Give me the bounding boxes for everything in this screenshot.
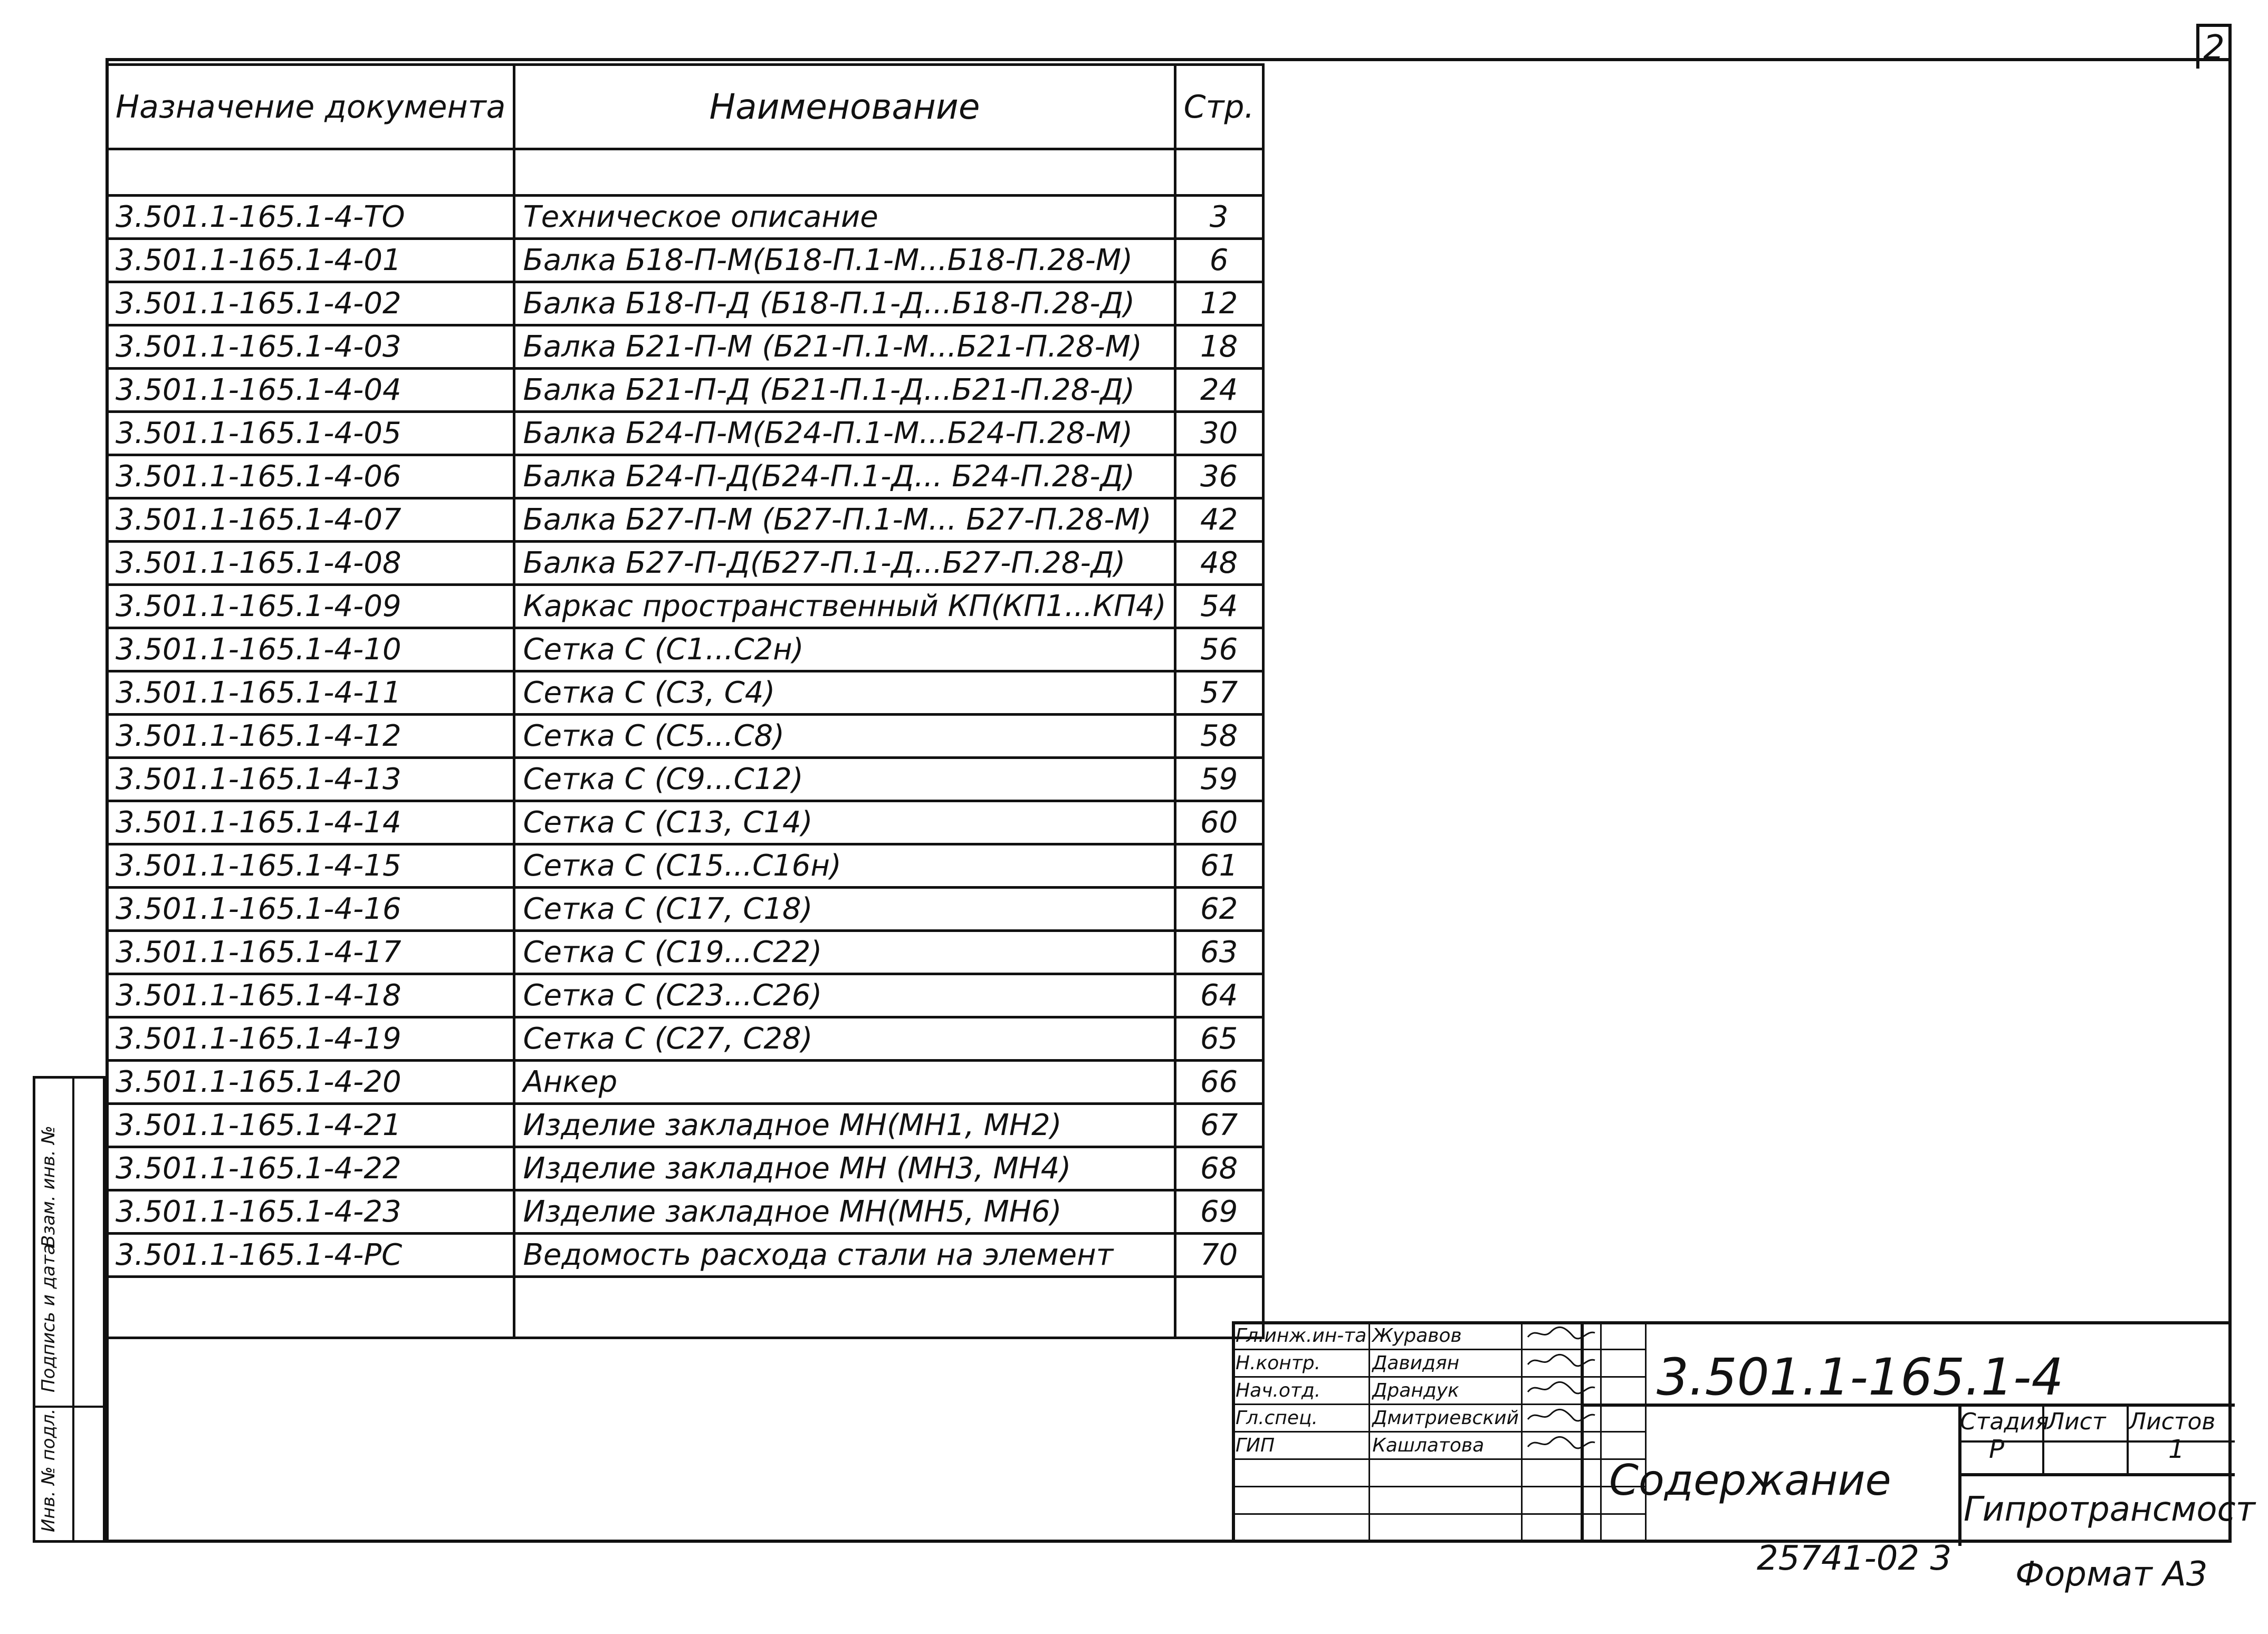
row-name: Изделие закладное МН(МН1, МН2) [514,1104,1175,1147]
signature-row [1233,1405,1646,1432]
header-page: Стр. [1175,65,1263,149]
table-row [107,628,1264,671]
contents-table [106,63,1265,1339]
sheet-header: Лист [2047,1408,2106,1435]
row-name: Балка Б24-П-М(Б24-П.1-М...Б24-П.28-М) [514,412,1175,455]
signature-row [1233,1322,1646,1350]
table-row [107,585,1264,628]
table-row [107,412,1264,455]
table-row [107,715,1264,758]
row-page: 42 [1175,498,1263,542]
row-page: 57 [1175,671,1263,715]
row-page: 58 [1175,715,1263,758]
signature [1521,1377,1601,1405]
row-page: 54 [1175,585,1263,628]
row-code: 3.501.1-165.1-4-06 [107,455,514,498]
organization: Гипротрансмост [1964,1490,2255,1529]
table-header-row [107,65,1264,149]
row-code: 3.501.1-165.1-4-14 [107,801,514,844]
row-name: Сетка С (С9...С12) [514,758,1175,801]
signature-scribble [1525,1407,1598,1425]
row-code: 3.501.1-165.1-4-23 [107,1190,514,1234]
signature-table [1232,1321,1647,1542]
row-code: 3.501.1-165.1-4-19 [107,1017,514,1061]
row-page: 70 [1175,1234,1263,1277]
signature-scribble [1525,1434,1598,1452]
row-code: 3.501.1-165.1-4-05 [107,412,514,455]
row-code: 3.501.1-165.1-4-22 [107,1147,514,1190]
row-page: 56 [1175,628,1263,671]
signature [1521,1350,1601,1377]
row-code: 3.501.1-165.1-4-08 [107,542,514,585]
label-podpis-data: Подпись и дата [38,1244,59,1392]
row-page: 18 [1175,325,1263,369]
empty-cell [1601,1514,1645,1542]
row-name: Сетка С (С15...С16н) [514,844,1175,888]
table-row [107,1234,1264,1277]
row-code: 3.501.1-165.1-4-01 [107,239,514,282]
empty-cell [1370,1459,1522,1487]
row-page: 24 [1175,369,1263,412]
row-code: 3.501.1-165.1-4-13 [107,758,514,801]
sheet-number: 2 [2196,24,2232,69]
row-name: Балка Б21-П-М (Б21-П.1-М...Б21-П.28-М) [514,325,1175,369]
row-page: 69 [1175,1190,1263,1234]
sheet-title: Содержание [1609,1456,1891,1505]
table-row [107,801,1264,844]
doc-code: 3.501.1-165.1-4 [1657,1348,2064,1407]
strip-divider [72,1079,74,1540]
row-page: 36 [1175,455,1263,498]
empty-cell [1601,1350,1645,1377]
signatory-surname: Драндук [1370,1377,1522,1405]
row-name: Балка Б27-П-Д(Б27-П.1-Д...Б27-П.28-Д) [514,542,1175,585]
blank-row [107,149,1264,196]
row-code: 3.501.1-165.1-4-ТО [107,196,514,239]
table-row [107,844,1264,888]
signature-row [1233,1377,1646,1405]
row-name: Балка Б18-П-Д (Б18-П.1-Д...Б18-П.28-Д) [514,282,1175,325]
row-code: 3.501.1-165.1-4-09 [107,585,514,628]
signature-row [1233,1487,1646,1514]
table-row [107,931,1264,974]
signature [1521,1322,1601,1350]
signature [1521,1405,1601,1432]
row-name: Сетка С (С27, С28) [514,1017,1175,1061]
table-row [107,1190,1264,1234]
row-page: 63 [1175,931,1263,974]
table-row [107,369,1264,412]
signatory-role: Нач.отд. [1233,1377,1370,1405]
table-row [107,542,1264,585]
table-row [107,239,1264,282]
row-code: 3.501.1-165.1-4-16 [107,888,514,931]
row-page: 3 [1175,196,1263,239]
signatory-surname: Кашлатова [1370,1432,1522,1459]
table-row [107,974,1264,1017]
header-designation: Назначение документа [107,65,514,149]
row-page: 30 [1175,412,1263,455]
row-name: Сетка С (С3, С4) [514,671,1175,715]
row-name: Сетка С (С13, С14) [514,801,1175,844]
signature-scribble [1525,1324,1598,1342]
empty-cell [1601,1432,1645,1459]
row-page: 64 [1175,974,1263,1017]
signature-scribble [1525,1352,1598,1370]
row-code: 3.501.1-165.1-4-02 [107,282,514,325]
row-name: Балка Б24-П-Д(Б24-П.1-Д... Б24-П.28-Д) [514,455,1175,498]
signatory-role: Гл.инж.ин-та [1233,1322,1370,1350]
signatory-surname: Давидян [1370,1350,1522,1377]
row-name: Ведомость расхода стали на элемент [514,1234,1175,1277]
empty-cell [1370,1487,1522,1514]
sheets-value: 1 [2168,1435,2185,1464]
signature-row [1233,1459,1646,1487]
archive-number: 25741-02 3 [1757,1539,1952,1578]
table-row [107,282,1264,325]
sheets-header: Листов [2129,1408,2216,1435]
row-code: 3.501.1-165.1-4-РС [107,1234,514,1277]
row-page: 6 [1175,239,1263,282]
row-page: 62 [1175,888,1263,931]
table-row [107,888,1264,931]
row-code: 3.501.1-165.1-4-17 [107,931,514,974]
table-row [107,455,1264,498]
row-name: Сетка С (С23...С26) [514,974,1175,1017]
row-code: 3.501.1-165.1-4-03 [107,325,514,369]
stage-value: Р [1989,1435,2004,1464]
table-row [107,671,1264,715]
header-name: Наименование [514,65,1175,149]
row-code: 3.501.1-165.1-4-10 [107,628,514,671]
signatory-surname: Дмитриевский [1370,1405,1522,1432]
empty-cell [1233,1459,1370,1487]
row-name: Техническое описание [514,196,1175,239]
label-vzam-inv: Взам. инв. № [38,1126,59,1247]
row-page: 59 [1175,758,1263,801]
signature [1521,1432,1601,1459]
signature-row [1233,1350,1646,1377]
row-name: Анкер [514,1061,1175,1104]
empty-cell [1370,1514,1522,1542]
row-code: 3.501.1-165.1-4-18 [107,974,514,1017]
row-page: 61 [1175,844,1263,888]
empty-cell [1521,1459,1601,1487]
empty-cell [1601,1405,1645,1432]
signature-scribble [1525,1379,1598,1397]
row-code: 3.501.1-165.1-4-21 [107,1104,514,1147]
table-row [107,1061,1264,1104]
row-page: 67 [1175,1104,1263,1147]
signatory-role: Н.контр. [1233,1350,1370,1377]
row-page: 12 [1175,282,1263,325]
table-row [107,196,1264,239]
signatory-role: ГИП [1233,1432,1370,1459]
row-name: Сетка С (С1...С2н) [514,628,1175,671]
table-row [107,498,1264,542]
signatory-surname: Журавов [1370,1322,1522,1350]
row-name: Балка Б18-П-М(Б18-П.1-М...Б18-П.28-М) [514,239,1175,282]
empty-cell [1233,1514,1370,1542]
table-row [107,1104,1264,1147]
stage-header: Стадия [1960,1408,2049,1435]
empty-cell [1601,1377,1645,1405]
strip-row-divider [35,1406,103,1408]
signature-row [1233,1514,1646,1542]
row-code: 3.501.1-165.1-4-04 [107,369,514,412]
empty-cell [1601,1322,1645,1350]
row-code: 3.501.1-165.1-4-07 [107,498,514,542]
empty-cell [1233,1487,1370,1514]
row-page: 65 [1175,1017,1263,1061]
row-name: Сетка С (С5...С8) [514,715,1175,758]
row-name: Балка Б21-П-Д (Б21-П.1-Д...Б21-П.28-Д) [514,369,1175,412]
format-label: Формат А3 [2015,1555,2208,1594]
row-code: 3.501.1-165.1-4-20 [107,1061,514,1104]
blank-row [107,1277,1264,1338]
row-page: 60 [1175,801,1263,844]
empty-cell [1521,1514,1601,1542]
signatory-role: Гл.спец. [1233,1405,1370,1432]
table-row [107,1017,1264,1061]
empty-cell [1521,1487,1601,1514]
row-code: 3.501.1-165.1-4-11 [107,671,514,715]
row-page: 48 [1175,542,1263,585]
row-name: Балка Б27-П-М (Б27-П.1-М... Б27-П.28-М) [514,498,1175,542]
row-name: Изделие закладное МН (МН3, МН4) [514,1147,1175,1190]
table-row [107,758,1264,801]
row-name: Сетка С (С19...С22) [514,931,1175,974]
row-page: 66 [1175,1061,1263,1104]
row-code: 3.501.1-165.1-4-15 [107,844,514,888]
row-name: Каркас пространственный КП(КП1...КП4) [514,585,1175,628]
row-code: 3.501.1-165.1-4-12 [107,715,514,758]
label-inv-podl: Инв. № подл. [38,1408,59,1532]
row-page: 68 [1175,1147,1263,1190]
row-name: Изделие закладное МН(МН5, МН6) [514,1190,1175,1234]
row-name: Сетка С (С17, С18) [514,888,1175,931]
table-row [107,1147,1264,1190]
table-row [107,325,1264,369]
signature-row [1233,1432,1646,1459]
